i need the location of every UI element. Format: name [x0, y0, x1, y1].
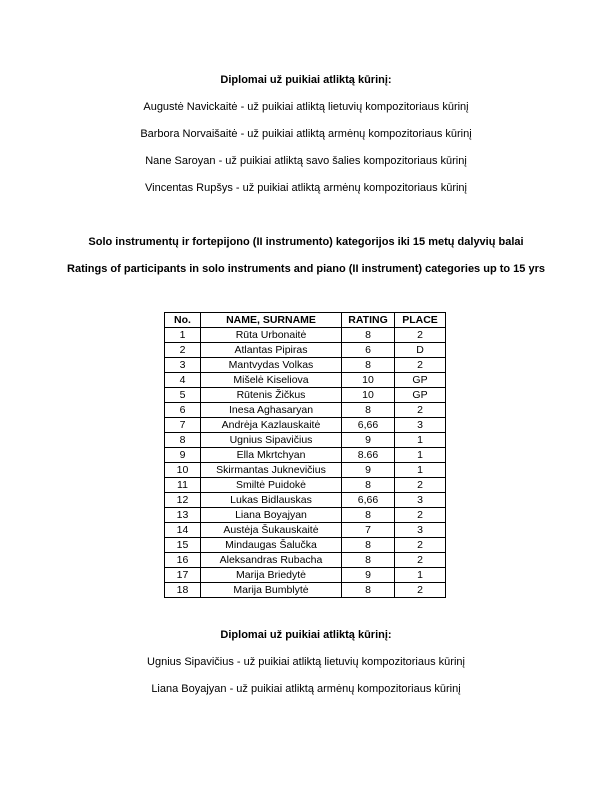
cell-place: 3: [395, 493, 446, 508]
cell-name: Andrėja Kazlauskaitė: [201, 418, 342, 433]
table-row: [165, 433, 446, 448]
cell-place: 2: [395, 508, 446, 523]
cell-name: Mindaugas Šalučka: [201, 538, 342, 553]
cell-name: Ella Mkrtchyan: [201, 448, 342, 463]
header-place: PLACE: [395, 313, 446, 328]
cell-rating: 10: [342, 373, 395, 388]
cell-name: Ugnius Sipavičius: [201, 433, 342, 448]
cell-place: 2: [395, 538, 446, 553]
table-row: [165, 553, 446, 568]
diploma-line: Barbora Norvaišaitė - už puikiai atliktą armėnų kompozitoriaus kūrinį: [140, 128, 472, 140]
cell-rating: 9: [342, 568, 395, 583]
cell-place: 1: [395, 448, 446, 463]
header-name: NAME, SURNAME: [201, 313, 342, 328]
cell-rating: 8: [342, 553, 395, 568]
cell-no: 6: [165, 403, 201, 418]
cell-name: Mantvydas Volkas: [201, 358, 342, 373]
cell-place: 2: [395, 553, 446, 568]
cell-name: Atlantas Pipiras: [201, 343, 342, 358]
cell-rating: 8: [342, 538, 395, 553]
cell-name: Inesa Aghasaryan: [201, 403, 342, 418]
section2-heading: Diplomai už puikiai atliktą kūrinį:: [220, 629, 392, 641]
cell-name: Aleksandras Rubacha: [201, 553, 342, 568]
cell-rating: 9: [342, 433, 395, 448]
table-row: [165, 418, 446, 433]
table-row: [165, 508, 446, 523]
diploma-line: Liana Boyajyan - už puikiai atliktą armėnų kompozitoriaus kūrinį: [151, 683, 461, 695]
cell-place: 2: [395, 328, 446, 343]
cell-place: 2: [395, 478, 446, 493]
table-row: [165, 463, 446, 478]
cell-rating: 8: [342, 328, 395, 343]
header-rating: RATING: [342, 313, 395, 328]
cell-place: 3: [395, 523, 446, 538]
diploma-line: Augustė Navickaitė - už puikiai atliktą lietuvių kompozitoriaus kūrinį: [143, 101, 469, 113]
cell-no: 18: [165, 583, 201, 598]
table-row: [165, 448, 446, 463]
ratings-table: [164, 312, 446, 598]
table-row: [165, 538, 446, 553]
cell-rating: 6: [342, 343, 395, 358]
cell-name: Marija Briedytė: [201, 568, 342, 583]
header-no: No.: [165, 313, 201, 328]
cell-rating: 8: [342, 358, 395, 373]
diploma-line: Nane Saroyan - už puikiai atliktą savo šalies kompozitoriaus kūrinį: [145, 155, 467, 167]
cell-name: Mišelė Kiseliova: [201, 373, 342, 388]
cell-rating: 8: [342, 583, 395, 598]
table-row: [165, 328, 446, 343]
cell-rating: 8: [342, 478, 395, 493]
table-row: [165, 388, 446, 403]
cell-no: 9: [165, 448, 201, 463]
cell-no: 4: [165, 373, 201, 388]
diploma-line: Ugnius Sipavičius - už puikiai atliktą lietuvių kompozitoriaus kūrinį: [147, 656, 465, 668]
cell-no: 13: [165, 508, 201, 523]
section1-heading: Diplomai už puikiai atliktą kūrinį:: [220, 74, 392, 86]
cell-place: 1: [395, 433, 446, 448]
table-body: [165, 328, 446, 598]
cell-name: Austėja Šukauskaitė: [201, 523, 342, 538]
cell-no: 16: [165, 553, 201, 568]
cell-place: GP: [395, 373, 446, 388]
cell-place: 2: [395, 358, 446, 373]
cell-rating: 6,66: [342, 493, 395, 508]
cell-name: Rūta Urbonaitė: [201, 328, 342, 343]
cell-place: D: [395, 343, 446, 358]
cell-place: 1: [395, 463, 446, 478]
cell-no: 1: [165, 328, 201, 343]
table-row: [165, 478, 446, 493]
cell-rating: 7: [342, 523, 395, 538]
cell-place: 2: [395, 583, 446, 598]
cell-name: Smiltė Puidokė: [201, 478, 342, 493]
cell-no: 3: [165, 358, 201, 373]
cell-no: 5: [165, 388, 201, 403]
cell-name: Rūtenis Žičkus: [201, 388, 342, 403]
cell-name: Liana Boyajyan: [201, 508, 342, 523]
cell-no: 17: [165, 568, 201, 583]
cell-rating: 8.66: [342, 448, 395, 463]
cell-place: 2: [395, 403, 446, 418]
table-row: [165, 343, 446, 358]
cell-name: Lukas Bidlauskas: [201, 493, 342, 508]
table-row: [165, 373, 446, 388]
title-lt: Solo instrumentų ir fortepijono (II instrumento) kategorijos iki 15 metų dalyvių balai: [88, 236, 524, 248]
cell-place: 3: [395, 418, 446, 433]
cell-name: Marija Bumblytė: [201, 583, 342, 598]
table-row: [165, 493, 446, 508]
cell-no: 15: [165, 538, 201, 553]
cell-place: 1: [395, 568, 446, 583]
cell-rating: 8: [342, 508, 395, 523]
cell-rating: 9: [342, 463, 395, 478]
cell-no: 2: [165, 343, 201, 358]
cell-no: 14: [165, 523, 201, 538]
cell-rating: 8: [342, 403, 395, 418]
cell-no: 11: [165, 478, 201, 493]
cell-name: Skirmantas Juknevičius: [201, 463, 342, 478]
table-row: [165, 583, 446, 598]
title-en: Ratings of participants in solo instruments and piano (II instrument) categories up to 15 yrs: [67, 263, 545, 275]
cell-place: GP: [395, 388, 446, 403]
table-row: [165, 358, 446, 373]
cell-rating: 10: [342, 388, 395, 403]
cell-no: 10: [165, 463, 201, 478]
cell-rating: 6,66: [342, 418, 395, 433]
cell-no: 8: [165, 433, 201, 448]
cell-no: 12: [165, 493, 201, 508]
table-header-row: [165, 313, 446, 328]
table-row: [165, 523, 446, 538]
diploma-line: Vincentas Rupšys - už puikiai atliktą armėnų kompozitoriaus kūrinį: [145, 182, 467, 194]
cell-no: 7: [165, 418, 201, 433]
table-row: [165, 403, 446, 418]
table-row: [165, 568, 446, 583]
